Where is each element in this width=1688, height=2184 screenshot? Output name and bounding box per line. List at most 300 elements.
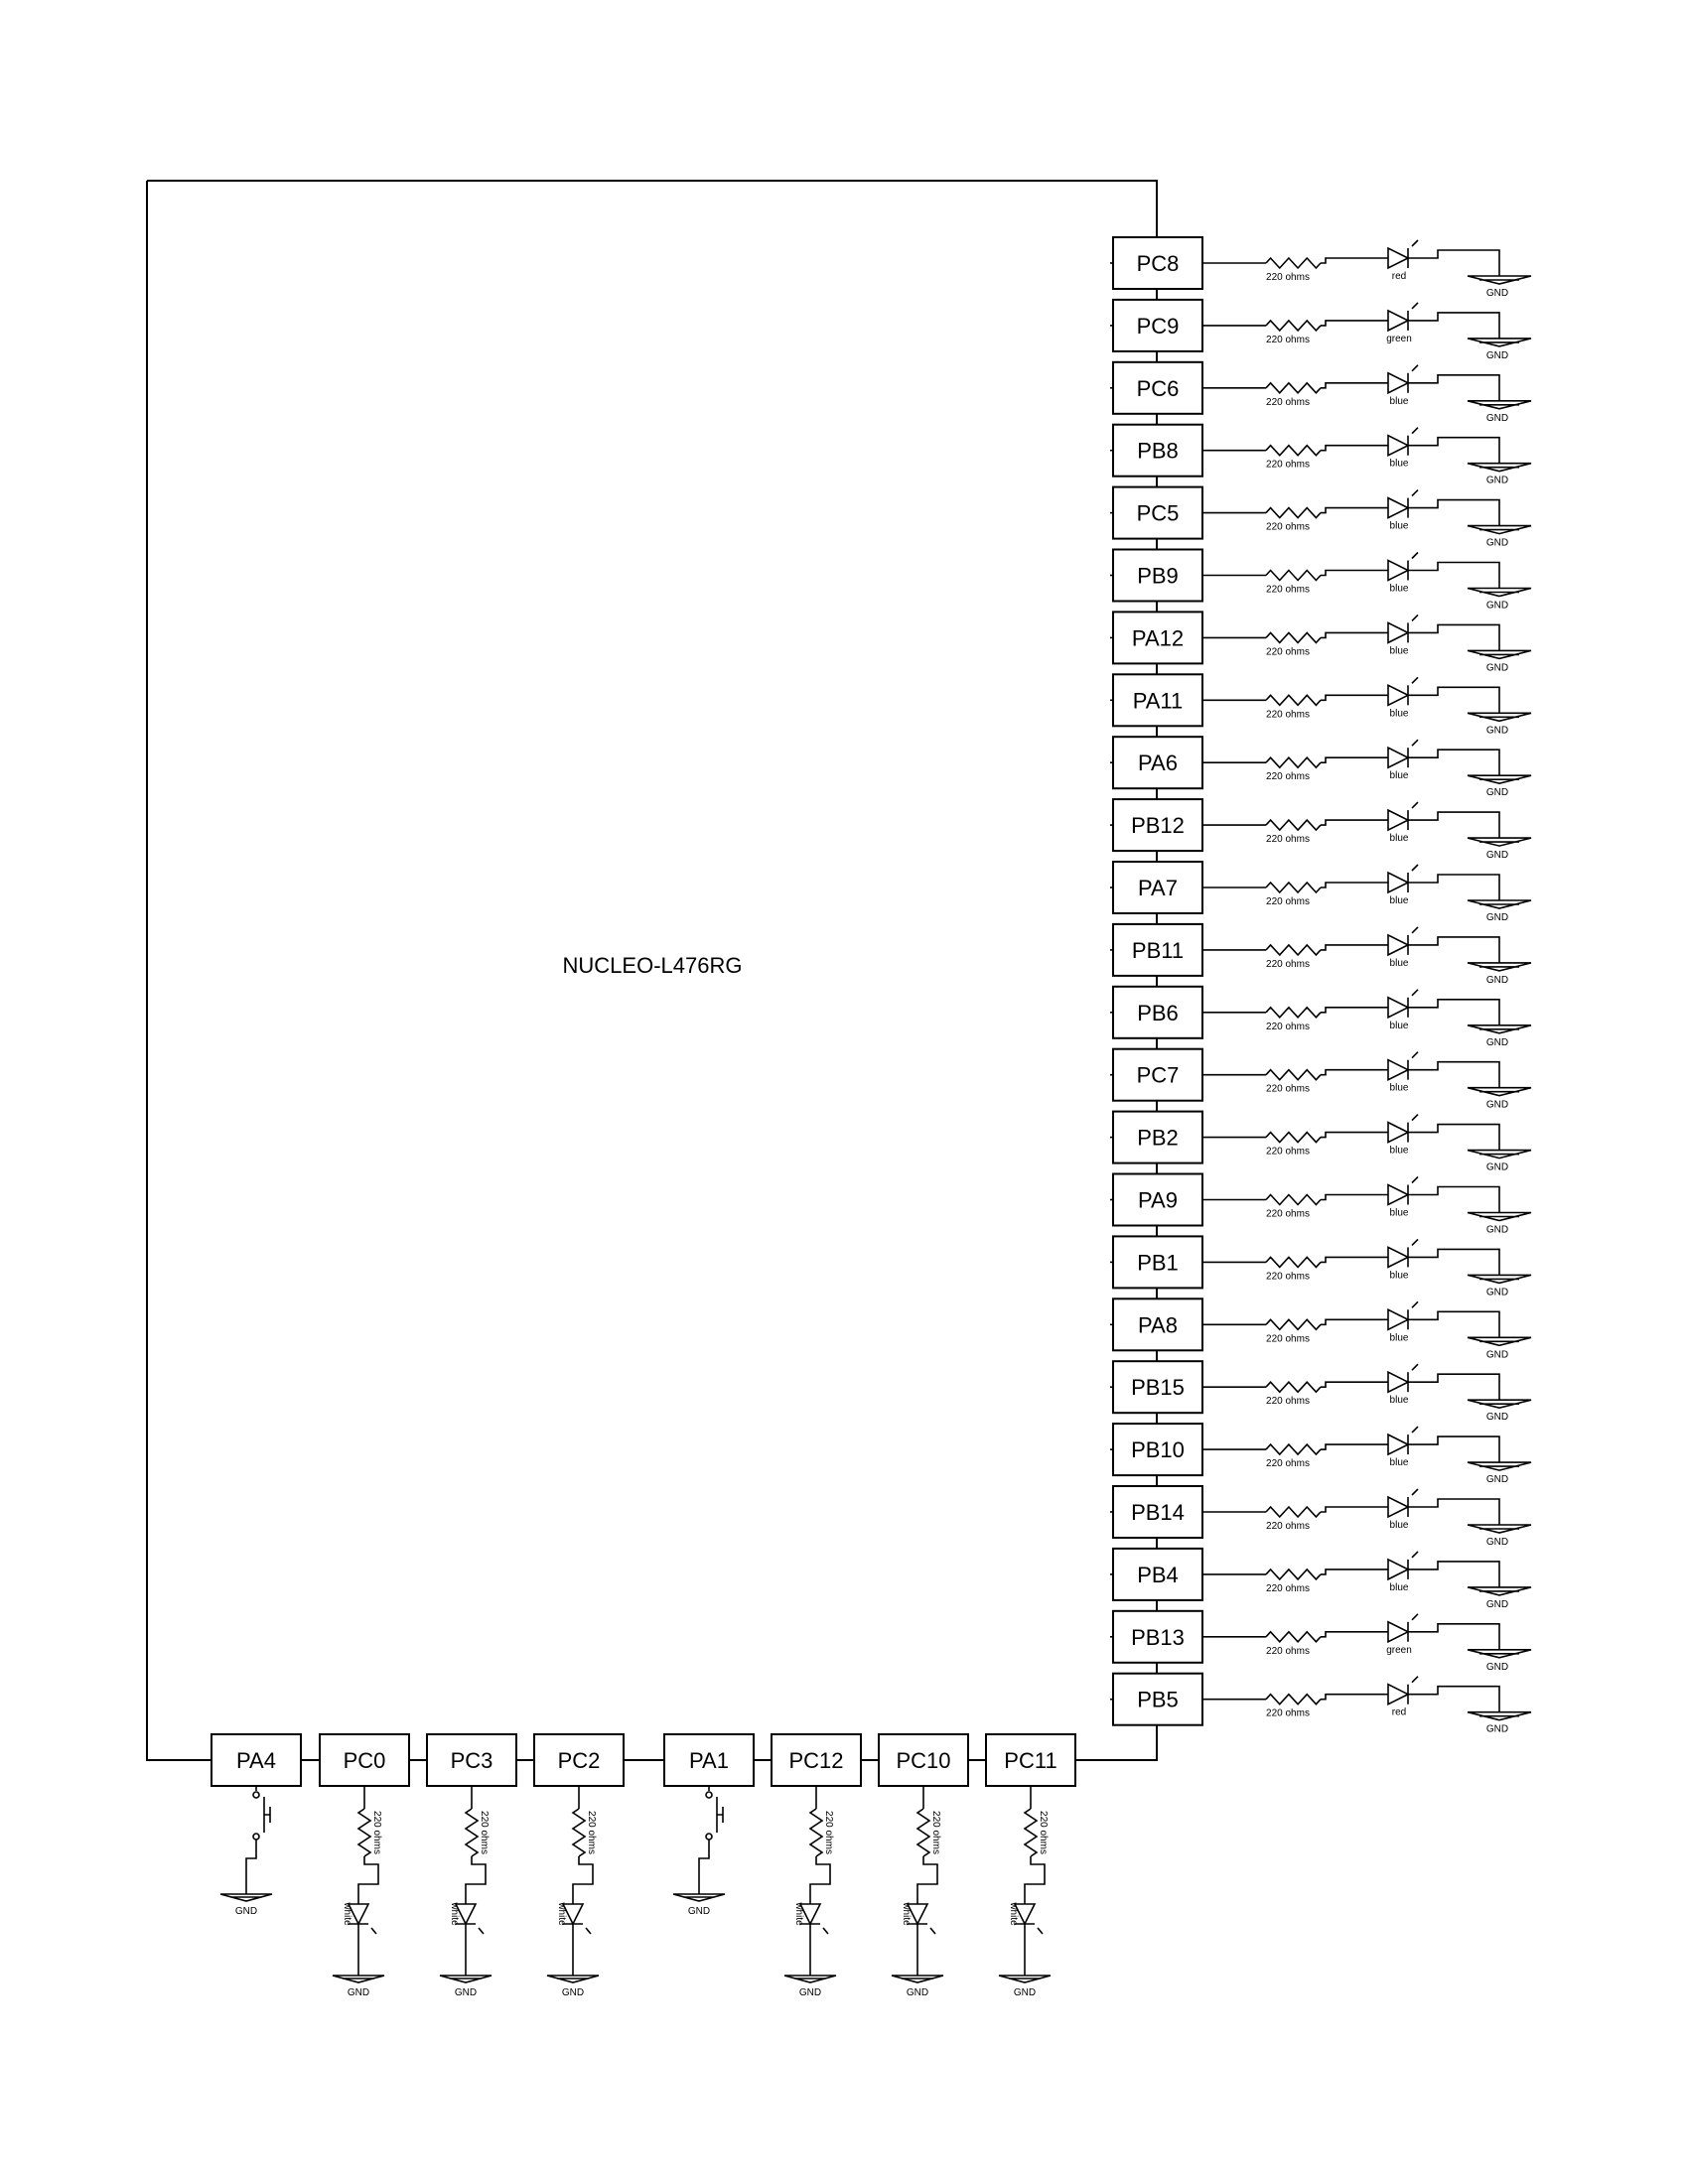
wire-to-led xyxy=(1321,945,1388,950)
wire-to-led xyxy=(573,1856,593,1904)
wire-to-led xyxy=(1321,1632,1388,1637)
led-icon xyxy=(1388,622,1408,642)
ground-icon xyxy=(1468,1337,1531,1345)
led-color-label: blue xyxy=(1389,1020,1409,1031)
pin-label: PA1 xyxy=(689,1748,729,1773)
ground-icon xyxy=(1468,1587,1531,1595)
led-emission-icon xyxy=(1412,1677,1418,1683)
resistor-label: 220 ohms xyxy=(1266,896,1310,907)
pin-label: PB8 xyxy=(1137,438,1179,464)
pin-label: PB4 xyxy=(1137,1562,1179,1587)
wire-to-ground xyxy=(1408,1562,1499,1587)
led-emission-icon xyxy=(1412,1364,1418,1370)
wire-to-ground xyxy=(1408,250,1499,276)
led-emission-icon xyxy=(1412,1177,1418,1183)
right-channel xyxy=(1110,1174,1531,1236)
led-icon xyxy=(1388,1123,1408,1143)
pin-label: PA6 xyxy=(1138,751,1178,776)
resistor-label: 220 ohms xyxy=(1266,1021,1310,1032)
wire-to-led xyxy=(1321,383,1388,388)
led-color-label: white xyxy=(556,1902,567,1926)
pin-label: PA12 xyxy=(1131,625,1185,651)
pin-label: PC0 xyxy=(343,1748,386,1773)
led-icon xyxy=(1388,685,1408,705)
ground-label: GND xyxy=(1485,1474,1509,1486)
pin-label: PC12 xyxy=(788,1748,844,1773)
resistor-icon xyxy=(466,1809,478,1856)
ground-icon xyxy=(1468,1462,1531,1470)
wire-to-led xyxy=(1321,1319,1388,1324)
led-icon xyxy=(1388,1185,1408,1205)
ground-icon xyxy=(1468,1213,1531,1221)
resistor-label: 220 ohms xyxy=(1266,834,1310,846)
bottom-channels xyxy=(211,1734,1157,1998)
led-emission-icon xyxy=(1412,614,1418,620)
led-color-label: white xyxy=(793,1902,804,1926)
bottom-bus-right xyxy=(1073,1725,1157,1760)
board-outline xyxy=(147,181,1157,1760)
wire-to-ground xyxy=(1408,937,1499,963)
button-contact xyxy=(706,1834,712,1840)
resistor-label: 220 ohms xyxy=(1266,709,1310,721)
ground-label: GND xyxy=(561,1987,585,1998)
bottom-channel xyxy=(664,1734,772,1917)
led-color-label: blue xyxy=(1389,583,1409,595)
resistor-label: 220 ohms xyxy=(930,1811,941,1854)
right-channel xyxy=(1110,1361,1531,1423)
wire-to-led xyxy=(1321,757,1388,762)
resistor-label: 220 ohms xyxy=(1266,334,1310,345)
resistor-label: 220 ohms xyxy=(1266,646,1310,658)
led-color-label: blue xyxy=(1389,1207,1409,1219)
ground-label: GND xyxy=(1013,1987,1037,1998)
resistor-label: 220 ohms xyxy=(1266,771,1310,783)
ground-icon xyxy=(547,1976,599,1982)
resistor-icon xyxy=(1266,1444,1321,1454)
led-color-label: white xyxy=(342,1902,352,1926)
wire-to-ground xyxy=(246,1840,256,1894)
pin-label: PA7 xyxy=(1138,876,1178,900)
resistor-label: 220 ohms xyxy=(1266,521,1310,533)
led-color-label: red xyxy=(1391,271,1407,282)
pin-label: PC5 xyxy=(1136,500,1180,526)
ground-label: GND xyxy=(1485,1036,1509,1048)
led-color-label: white xyxy=(901,1902,912,1926)
led-emission-icon xyxy=(1412,1552,1418,1558)
ground-label: GND xyxy=(1485,725,1509,737)
right-channel xyxy=(1110,1298,1531,1360)
ground-icon xyxy=(1468,838,1531,846)
ground-label: GND xyxy=(1485,1537,1509,1548)
resistor-label: 220 ohms xyxy=(1266,1582,1310,1594)
resistor-icon xyxy=(1266,632,1321,642)
wire-to-led xyxy=(1321,508,1388,513)
resistor-icon xyxy=(573,1809,585,1856)
wire-to-ground xyxy=(1408,687,1499,713)
button-icon xyxy=(264,1797,270,1833)
resistor-icon xyxy=(1266,1195,1321,1205)
ground-label: GND xyxy=(1485,850,1509,862)
resistor-label: 220 ohms xyxy=(1266,958,1310,970)
pin-label: PB6 xyxy=(1137,1000,1179,1025)
led-icon xyxy=(1388,498,1408,518)
ground-icon xyxy=(784,1976,836,1982)
ground-icon xyxy=(1468,1088,1531,1096)
wire-to-led xyxy=(1321,1257,1388,1262)
ground-label: GND xyxy=(1485,1349,1509,1361)
wire-to-led xyxy=(1321,1507,1388,1512)
pin-label: PC2 xyxy=(557,1748,601,1773)
ground-label: GND xyxy=(1485,1224,1509,1236)
resistor-label: 220 ohms xyxy=(1266,1146,1310,1158)
resistor-label: 220 ohms xyxy=(1266,1333,1310,1345)
wire-to-ground xyxy=(1408,563,1499,589)
led-icon xyxy=(1388,873,1408,892)
resistor-icon xyxy=(1266,1257,1321,1267)
ground-icon xyxy=(1468,401,1531,409)
right-channel xyxy=(1110,862,1531,923)
led-color-label: white xyxy=(1008,1902,1019,1926)
wire-to-ground xyxy=(1408,624,1499,650)
wire-to-led xyxy=(1321,1444,1388,1449)
ground-icon xyxy=(1468,1400,1531,1408)
ground-label: GND xyxy=(1485,537,1509,549)
ground-icon xyxy=(333,1976,384,1982)
led-emission-icon xyxy=(1412,428,1418,434)
ground-icon xyxy=(1468,276,1531,284)
bottom-channel xyxy=(320,1734,427,1998)
wire-to-led xyxy=(358,1856,378,1904)
pin-label: PA11 xyxy=(1132,688,1184,714)
button-icon xyxy=(717,1797,723,1833)
led-emission-icon xyxy=(371,1928,376,1934)
resistor-icon xyxy=(1266,820,1321,830)
pin-label: PC9 xyxy=(1136,313,1180,339)
ground-label: GND xyxy=(1485,1661,1509,1673)
ground-icon xyxy=(1468,1151,1531,1159)
led-emission-icon xyxy=(1412,365,1418,371)
right-channel xyxy=(1110,550,1531,612)
ground-icon xyxy=(1468,1275,1531,1283)
right-channel xyxy=(1110,1486,1531,1548)
pin-label: PB14 xyxy=(1131,1500,1185,1525)
led-icon xyxy=(1388,311,1408,331)
right-channel xyxy=(1110,1424,1531,1485)
right-channel xyxy=(1110,425,1531,486)
resistor-label: 220 ohms xyxy=(1266,1521,1310,1532)
pin-label: PA9 xyxy=(1138,1187,1178,1213)
resistor-label: 220 ohms xyxy=(479,1811,490,1854)
resistor-label: 220 ohms xyxy=(1266,584,1310,596)
right-channel xyxy=(1110,737,1531,798)
ground-label: GND xyxy=(798,1987,822,1998)
wire-to-led xyxy=(1321,1070,1388,1075)
resistor-icon xyxy=(1266,1695,1321,1705)
led-icon xyxy=(1388,1434,1408,1454)
led-icon xyxy=(1388,1060,1408,1080)
resistor-icon xyxy=(917,1809,929,1856)
led-icon xyxy=(1388,1372,1408,1392)
pin-label: PC8 xyxy=(1136,251,1180,276)
led-color-label: blue xyxy=(1389,895,1409,906)
pin-label: PC6 xyxy=(1136,375,1180,401)
wire-to-led xyxy=(1321,1382,1388,1387)
wire-to-ground xyxy=(1408,313,1499,339)
led-emission-icon xyxy=(1412,1115,1418,1121)
led-emission-icon xyxy=(1038,1928,1043,1934)
led-icon xyxy=(1388,1622,1408,1642)
led-icon xyxy=(1388,373,1408,393)
wire-to-led xyxy=(1321,820,1388,825)
ground-icon xyxy=(1468,713,1531,721)
led-emission-icon xyxy=(1412,490,1418,496)
resistor-label: 220 ohms xyxy=(371,1811,382,1854)
led-emission-icon xyxy=(1412,865,1418,871)
resistor-icon xyxy=(1266,1507,1321,1517)
resistor-icon xyxy=(1266,883,1321,892)
led-emission-icon xyxy=(930,1928,935,1934)
resistor-icon xyxy=(1266,508,1321,518)
resistor-icon xyxy=(358,1809,370,1856)
right-channel xyxy=(1110,987,1531,1048)
bottom-channel xyxy=(427,1734,534,1998)
led-emission-icon xyxy=(586,1928,591,1934)
led-icon xyxy=(1388,810,1408,830)
resistor-label: 220 ohms xyxy=(1266,1645,1310,1657)
pin-label: PB15 xyxy=(1131,1375,1185,1401)
wire-to-ground xyxy=(1408,812,1499,838)
pin-label: PB12 xyxy=(1131,813,1185,839)
ground-label: GND xyxy=(1485,1287,1509,1298)
ground-label: GND xyxy=(906,1987,929,1998)
resistor-label: 220 ohms xyxy=(1266,396,1310,408)
wire-to-ground xyxy=(1408,438,1499,464)
ground-icon xyxy=(1468,526,1531,534)
ground-icon xyxy=(220,1894,272,1901)
led-emission-icon xyxy=(1412,553,1418,559)
led-icon xyxy=(1388,561,1408,581)
pin-label: PB1 xyxy=(1137,1250,1179,1276)
resistor-label: 220 ohms xyxy=(1266,272,1310,283)
right-channel xyxy=(1110,612,1531,673)
ground-label: GND xyxy=(1485,349,1509,361)
button-contact xyxy=(253,1834,259,1840)
ground-label: GND xyxy=(1485,974,1509,986)
led-color-label: blue xyxy=(1389,520,1409,532)
right-channel xyxy=(1110,799,1531,861)
ground-icon xyxy=(1468,963,1531,971)
wire-to-ground xyxy=(1408,500,1499,526)
wire-to-led xyxy=(1321,571,1388,576)
led-emission-icon xyxy=(1412,1614,1418,1620)
ground-label: GND xyxy=(234,1906,258,1917)
right-channel xyxy=(1110,1611,1531,1673)
led-emission-icon xyxy=(1412,927,1418,933)
ground-label: GND xyxy=(1485,1598,1509,1610)
resistor-label: 220 ohms xyxy=(1266,1083,1310,1095)
led-icon xyxy=(1388,1309,1408,1329)
wire-to-ground xyxy=(1408,1499,1499,1525)
wire-to-led xyxy=(810,1856,830,1904)
wire-to-led xyxy=(1321,695,1388,700)
ground-label: GND xyxy=(1485,475,1509,486)
pin-label: PC11 xyxy=(1004,1748,1057,1773)
led-color-label: blue xyxy=(1389,957,1409,969)
pin-label: PB13 xyxy=(1131,1624,1185,1650)
led-emission-icon xyxy=(1412,240,1418,246)
ground-label: GND xyxy=(1485,662,1509,674)
resistor-icon xyxy=(810,1809,822,1856)
wire-to-ground xyxy=(1408,875,1499,900)
right-channel xyxy=(1110,1674,1531,1735)
board-name: NUCLEO-L476RG xyxy=(562,953,743,978)
led-color-label: red xyxy=(1391,1706,1407,1718)
led-color-label: blue xyxy=(1389,458,1409,470)
wire-to-ground xyxy=(1408,1062,1499,1088)
led-color-label: blue xyxy=(1389,770,1409,782)
ground-label: GND xyxy=(1485,412,1509,424)
resistor-icon xyxy=(1266,571,1321,581)
resistor-icon xyxy=(1266,945,1321,955)
resistor-icon xyxy=(1266,695,1321,705)
led-color-label: blue xyxy=(1389,1145,1409,1157)
led-color-label: blue xyxy=(1389,708,1409,720)
resistor-label: 220 ohms xyxy=(1038,1811,1049,1854)
resistor-label: 220 ohms xyxy=(1266,459,1310,471)
resistor-icon xyxy=(1266,1319,1321,1329)
ground-icon xyxy=(440,1976,492,1982)
right-channel xyxy=(1110,362,1531,424)
wire-to-led xyxy=(917,1856,937,1904)
wire-to-ground xyxy=(1408,1249,1499,1275)
wire-to-ground xyxy=(1408,750,1499,775)
right-channel xyxy=(1110,1236,1531,1297)
resistor-icon xyxy=(1266,1008,1321,1018)
led-color-label: blue xyxy=(1389,1457,1409,1469)
led-emission-icon xyxy=(1412,1427,1418,1433)
resistor-icon xyxy=(1266,258,1321,268)
led-emission-icon xyxy=(1412,740,1418,746)
led-emission-icon xyxy=(1412,677,1418,683)
ground-label: GND xyxy=(1485,600,1509,612)
wire-to-led xyxy=(1321,258,1388,263)
led-color-label: blue xyxy=(1389,1395,1409,1407)
right-led-channels xyxy=(1073,237,1531,1760)
wire-to-ground xyxy=(1408,1436,1499,1462)
pin-label: PC10 xyxy=(896,1748,951,1773)
ground-icon xyxy=(1468,900,1531,908)
resistor-icon xyxy=(1266,1133,1321,1143)
led-emission-icon xyxy=(479,1928,484,1934)
resistor-label: 220 ohms xyxy=(1266,1396,1310,1408)
pin-label: PB5 xyxy=(1137,1687,1179,1712)
pin-label: PB11 xyxy=(1131,937,1185,963)
pin-label: PA4 xyxy=(236,1748,276,1773)
pin-label: PA8 xyxy=(1138,1312,1178,1338)
led-emission-icon xyxy=(823,1928,828,1934)
ground-icon xyxy=(1468,775,1531,783)
wire-to-led xyxy=(466,1856,486,1904)
ground-label: GND xyxy=(347,1987,370,1998)
ground-icon xyxy=(1468,650,1531,658)
wire-to-led xyxy=(1321,1570,1388,1574)
wire-to-led xyxy=(1321,321,1388,326)
led-emission-icon xyxy=(1412,990,1418,996)
right-channel xyxy=(1110,300,1531,361)
wire-to-ground xyxy=(1408,1374,1499,1400)
led-icon xyxy=(1388,998,1408,1018)
led-color-label: blue xyxy=(1389,1520,1409,1531)
ground-label: GND xyxy=(1485,1723,1509,1735)
wire-to-led xyxy=(1321,446,1388,451)
resistor-icon xyxy=(1266,1570,1321,1579)
led-emission-icon xyxy=(1412,1489,1418,1495)
pin-label: PB10 xyxy=(1131,1437,1185,1463)
led-icon xyxy=(1388,1685,1408,1705)
resistor-icon xyxy=(1266,1632,1321,1642)
ground-icon xyxy=(999,1976,1051,1982)
right-channel xyxy=(1110,1549,1531,1610)
led-icon xyxy=(1388,935,1408,955)
led-color-label: white xyxy=(449,1902,460,1926)
pin-label: PB2 xyxy=(1137,1125,1179,1151)
wire-to-led xyxy=(1321,632,1388,637)
led-emission-icon xyxy=(1412,1052,1418,1058)
bottom-channel xyxy=(879,1734,986,1998)
ground-label: GND xyxy=(1485,1099,1509,1111)
wire-to-led xyxy=(1321,883,1388,887)
right-channel xyxy=(1110,1112,1531,1173)
ground-icon xyxy=(1468,589,1531,597)
ground-label: GND xyxy=(1485,1161,1509,1173)
wire-to-ground xyxy=(1408,1687,1499,1712)
right-channel xyxy=(1110,674,1531,736)
wire-to-ground xyxy=(1408,1125,1499,1151)
wire-to-ground xyxy=(1408,1624,1499,1650)
button-contact xyxy=(253,1792,259,1798)
ground-icon xyxy=(892,1976,943,1982)
led-color-label: green xyxy=(1386,333,1412,344)
led-color-label: blue xyxy=(1389,1332,1409,1344)
resistor-label: 220 ohms xyxy=(1266,1208,1310,1220)
pin-label: PC7 xyxy=(1136,1062,1180,1088)
resistor-icon xyxy=(1266,446,1321,456)
ground-icon xyxy=(1468,339,1531,346)
ground-label: GND xyxy=(1485,288,1509,299)
wire-to-ground xyxy=(1408,1311,1499,1337)
wire-to-led xyxy=(1321,1695,1388,1700)
ground-icon xyxy=(673,1894,725,1901)
wire-to-ground xyxy=(1408,375,1499,401)
wire-to-led xyxy=(1321,1195,1388,1200)
pin-label: PC3 xyxy=(450,1748,493,1773)
wire-to-led xyxy=(1321,1008,1388,1013)
bottom-channel xyxy=(986,1734,1075,1998)
ground-label: GND xyxy=(454,1987,478,1998)
resistor-icon xyxy=(1025,1809,1037,1856)
wire-to-led xyxy=(1321,1133,1388,1138)
led-icon xyxy=(1388,248,1408,268)
right-channel xyxy=(1110,487,1531,549)
resistor-icon xyxy=(1266,1070,1321,1080)
pin-label: PB9 xyxy=(1137,563,1179,589)
ground-icon xyxy=(1468,1712,1531,1720)
resistor-label: 220 ohms xyxy=(823,1811,834,1854)
led-emission-icon xyxy=(1412,1301,1418,1307)
wire-to-ground xyxy=(699,1840,709,1894)
led-color-label: blue xyxy=(1389,1082,1409,1094)
resistor-icon xyxy=(1266,757,1321,767)
